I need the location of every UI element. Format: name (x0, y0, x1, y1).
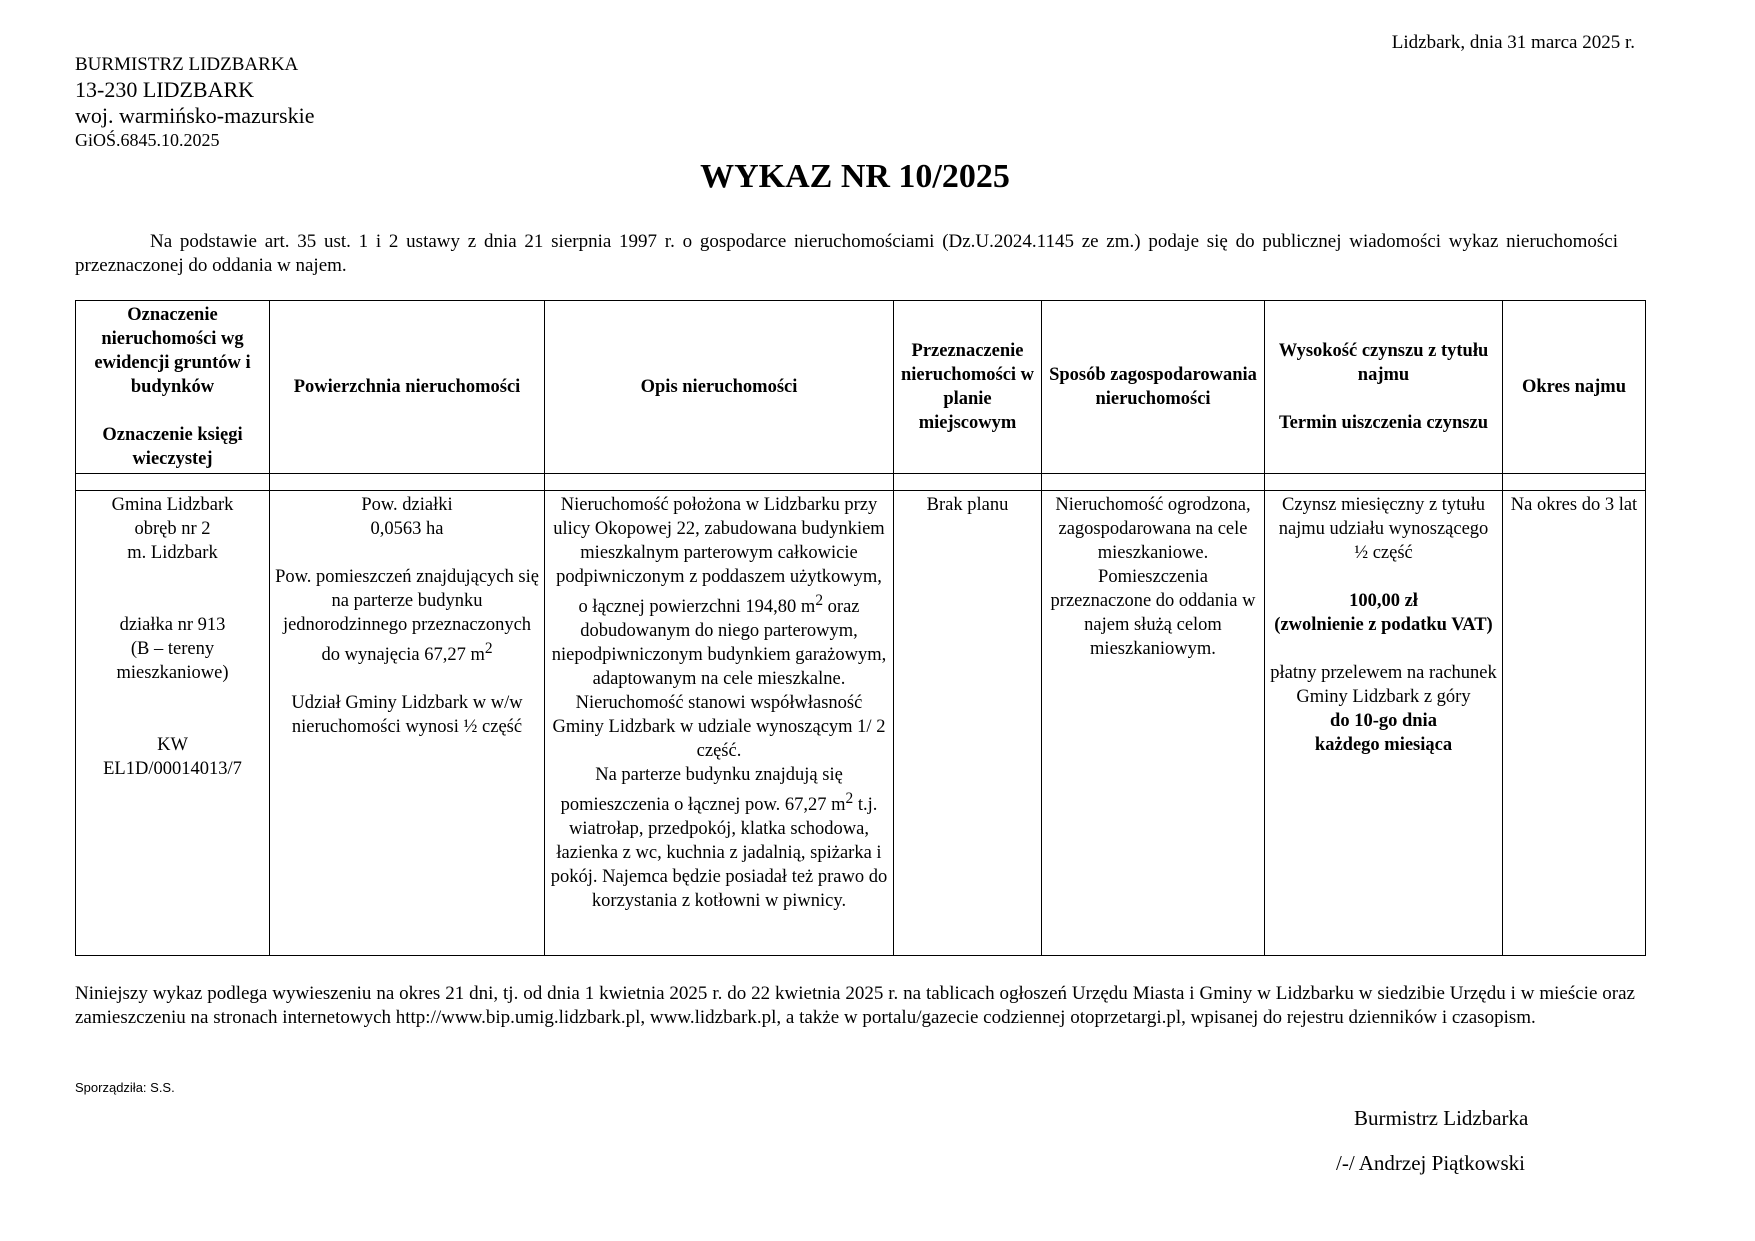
table-header-row (76, 301, 1646, 474)
cell-designation (76, 491, 270, 956)
sender-voivodeship: woj. warmińsko-mazurskie (75, 103, 315, 129)
document-date: Lidzbark, dnia 31 marca 2025 r. (1391, 32, 1635, 53)
table-row (76, 491, 1646, 956)
cell-area (270, 491, 545, 956)
designation-commune: Gmina Lidzbark (111, 495, 234, 515)
rooms-area-text: Pow. pomieszczeń znajdujących się na parterze budynku jednorodzinnego przeznaczonych do wynajęcia 67,27 $m^2$ (275, 567, 539, 666)
vat-exemption: (zwolnienie z podatku VAT) (1274, 615, 1493, 635)
rent-description: Czynsz miesięczny z tytułu najmu udziału wynoszącego ½ część (1278, 495, 1489, 563)
land-register-number: EL1D/00014013/7 (103, 759, 242, 779)
signature-block (1336, 1096, 1528, 1186)
description-part-1: Nieruchomość położona w Lidzbarku przy ulicy Okopowej 22, zabudowana budynkiem mieszkalnym parterowym całkowicie podpiwniczonym z poddaszem użytkowym, o łącznej powierzchni 194,80 $m^2$ oraz dobudowanym do niego parterowym, niepodpiwniczonym budynkiem garażowym, adaptowanym na cele mieszkalne. Nieruchomość stanowi współwłasność Gminy Lidzbark w udziale wynoszącym 1/ 2 część. (551, 495, 887, 762)
cell-description (545, 491, 894, 956)
cell-plan: Brak planu (894, 491, 1042, 956)
sender-office: BURMISTRZ LIDZBARKA (75, 54, 299, 75)
document-title: WYKAZ NR 10/2025 (700, 158, 1010, 195)
signature-name: /-/ Andrzej Piątkowski (1336, 1151, 1525, 1175)
commune-share-text: Udział Gminy Lidzbark w w/w nieruchomości wynosi ½ część (291, 693, 523, 738)
header-rent-label: Wysokość czynszu z tytułu najmu (1278, 341, 1489, 385)
posting-notice: Niniejszy wykaz podlega wywieszeniu na okres 21 dni, tj. od dnia 1 kwietnia 2025 r. do 22 kwietnia 2025 r. na tablicach ogłoszeń Urzędu Miasta i Gminy w Lidzbarku w siedzibie Urzędu i w mieście oraz zamieszczeniu na stronach internetowych http://www.bip.umig.lidzbark.pl, www.lidzbark.pl, a także w portalu/gazecie codziennej otoprzetargi.pl, wpisanej do rejestru dzienników i czasopism. (75, 983, 1635, 1028)
rent-amount: 100,00 zł (1349, 591, 1418, 611)
cell-period: Na okres do 3 lat (1503, 491, 1646, 956)
signature-title: Burmistrz Lidzbarka (1354, 1106, 1529, 1130)
designation-precinct: obręb nr 2 (134, 519, 211, 539)
header-payment-term-label: Termin uiszczenia czynszu (1279, 413, 1488, 433)
property-table (75, 300, 1646, 956)
prepared-by: Sporządziła: S.S. (75, 1080, 175, 1095)
header-designation-label: Oznaczenie nieruchomości wg ewidencji gruntów i budynków (94, 305, 251, 397)
header-cell-designation (76, 301, 270, 474)
header-cell-rent (1265, 301, 1503, 474)
designation-land-use: (B – tereny mieszkaniowe) (116, 639, 229, 683)
land-register-label: KW (157, 735, 188, 755)
case-reference: GiOŚ.6845.10.2025 (75, 129, 220, 150)
designation-plot: działka nr 913 (119, 615, 226, 635)
header-cell-use: Sposób zagospodarowania nieruchomości (1042, 301, 1265, 474)
payment-deadline-month: każdego miesiąca (1314, 735, 1453, 755)
intro-paragraph: Na podstawie art. 35 ust. 1 i 2 ustawy z dnia 21 sierpnia 1997 r. o gospodarce nieruchomościami (Dz.U.2024.1145 ze zm.) podaje się do publicznej wiadomości wykaz nieruchomości przeznaczonej do oddania w najem. (75, 231, 1618, 276)
cell-rent (1265, 491, 1503, 956)
payment-method: płatny przelewem na rachunek Gminy Lidzbark z góry (1270, 663, 1497, 707)
header-land-register-label: Oznaczenie księgi wieczystej (102, 425, 243, 469)
sender-block (75, 54, 315, 151)
plot-area-label: Pow. działki (361, 495, 453, 515)
header-cell-period: Okres najmu (1503, 301, 1646, 474)
header-cell-description: Opis nieruchomości (545, 301, 894, 474)
header-cell-plan: Przeznaczenie nieruchomości w planie miejscowym (894, 301, 1042, 474)
header-cell-area: Powierzchnia nieruchomości (270, 301, 545, 474)
table-spacer-row (76, 474, 1646, 491)
payment-deadline: do 10-go dnia (1330, 711, 1437, 731)
cell-use: Nieruchomość ogrodzona, zagospodarowana na cele mieszkaniowe. Pomieszczenia przeznaczone do oddania w najem służą celom mieszkaniowym. (1042, 491, 1265, 956)
plot-area-value: 0,0563 ha (370, 519, 444, 539)
sender-postal-code: 13-230 LIDZBARK (75, 76, 255, 102)
designation-town: m. Lidzbark (127, 543, 218, 563)
description-part-2: Na parterze budynku znajdują się pomieszczenia o łącznej pow. 67,27 $m^2$ t.j. wiatrołap, przedpokój, klatka schodowa, łazienka z wc, kuchnia z jadalnią, spiżarka i pokój. Najemca będzie posiadał też prawo do korzystania z kotłowni w piwnicy. (550, 765, 888, 912)
